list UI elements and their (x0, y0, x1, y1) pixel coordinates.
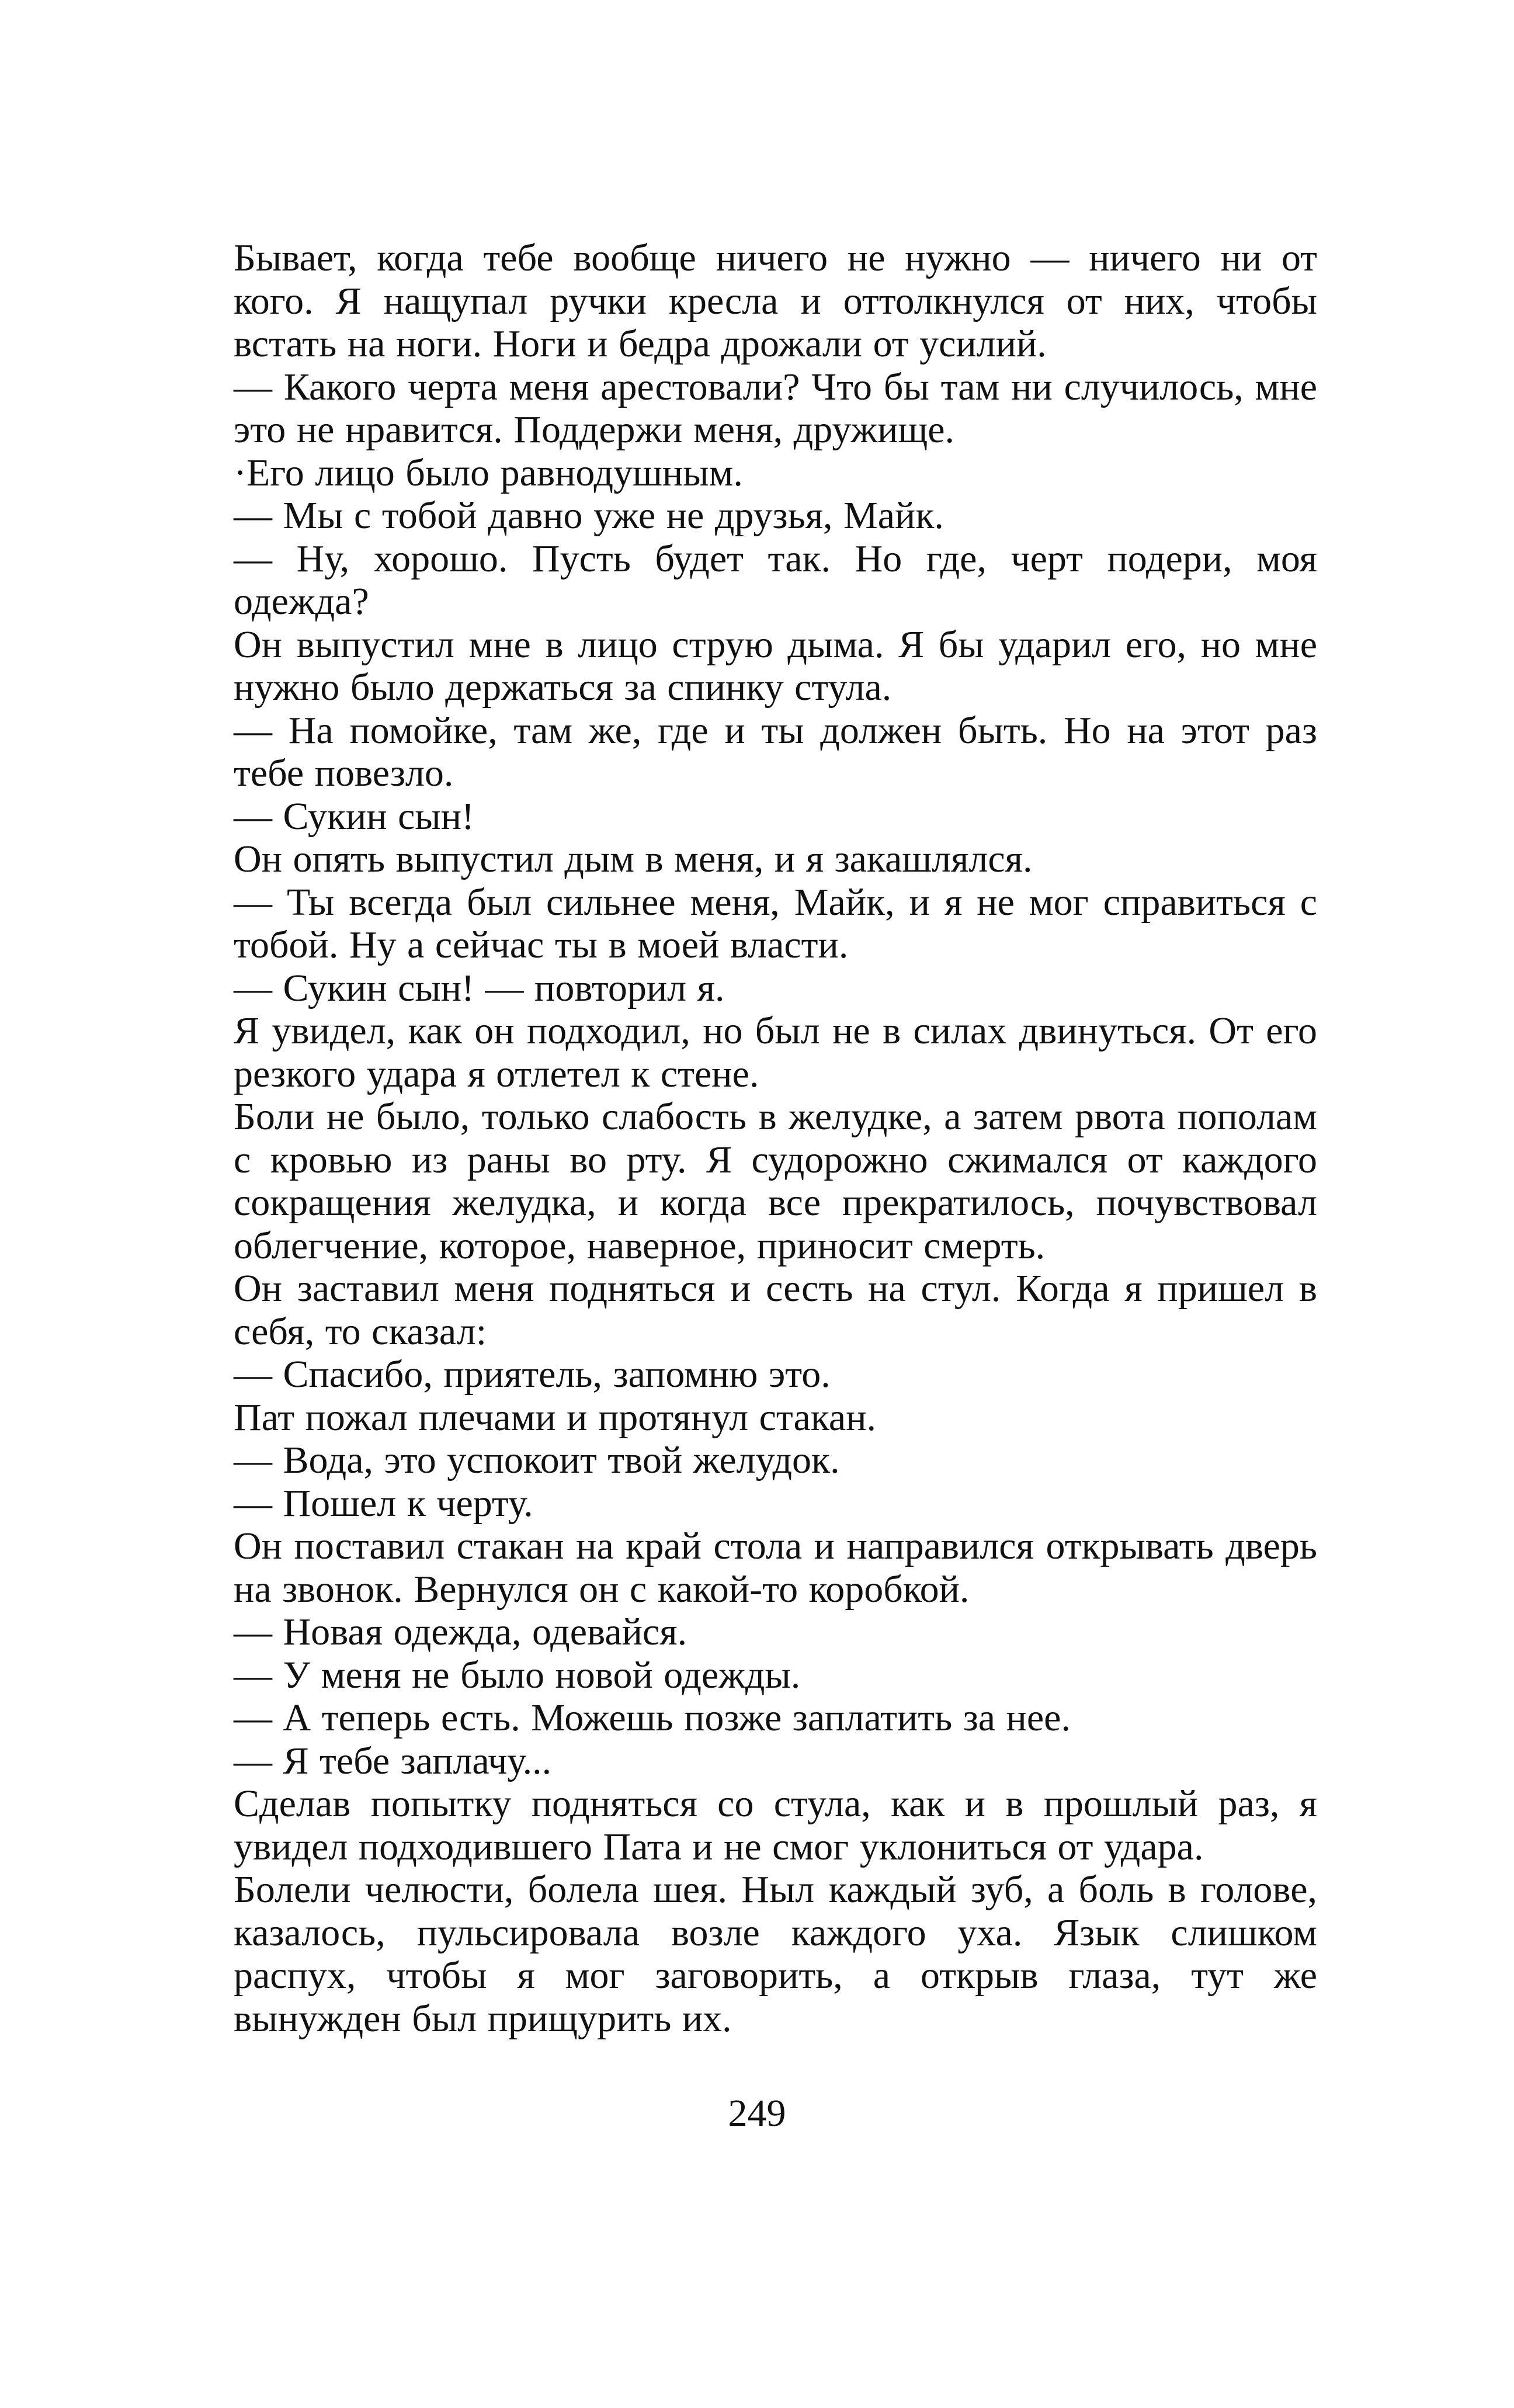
paragraph: — Мы с тобой давно уже не друзья, Майк. (234, 494, 944, 537)
paragraph: Боли не было, только слабость в желудке, а затем рвота пополам с кровью из раны во рту. Я судорожно сжимался от каждого сокращения желудка, и когда все прекратилось, почувствовал облегчение, которое, наверное, приносит смерть. (234, 1095, 1317, 1267)
paragraph: Он опять выпустил дым в меня, и я закашлялся. (234, 838, 1033, 880)
paragraph: — Пошел к черту. (234, 1481, 533, 1525)
paragraph: — А теперь есть. Можешь позже заплатить за нее. (234, 1696, 1071, 1739)
paragraph: Болели челюсти, болела шея. Ныл каждый зуб, а боль в голове, казалось, пульсировала возле каждого уха. Язык слишком распух, чтобы я мог заговорить, а открыв глаза, тут же вынужден был прищурить их. (234, 1868, 1317, 2040)
paragraph: — На помойке, там же, где и ты должен быть. Но на этот раз тебе повезло. (234, 709, 1317, 794)
paragraph: — Спасибо, приятель, запомню это. (234, 1353, 831, 1396)
paragraph: Он поставил стакан на край стола и направился открывать дверь на звонок. Вернулся он с какой-то коробкой. (234, 1525, 1317, 1611)
page-body (234, 237, 1317, 2040)
paragraph: — У меня не было новой одежды. (234, 1653, 801, 1696)
paragraph: — Я тебе заплачу... (234, 1739, 552, 1782)
paragraph: — Ты всегда был сильнее меня, Майк, и я не мог справиться с тобой. Ну а сейчас ты в моей власти. (234, 880, 1317, 966)
paragraph: — Вода, это успокоит твой желудок. (234, 1439, 840, 1481)
page-number: 249 (728, 2092, 786, 2135)
paragraph: Он заставил меня подняться и сесть на стул. Когда я пришел в себя, то сказал: (234, 1267, 1317, 1353)
paragraph: Он выпустил мне в лицо струю дыма. Я бы ударил его, но мне нужно было держаться за спинку стула. (234, 623, 1317, 709)
paragraph: Сделав попытку подняться со стула, как и в прошлый раз, я увидел подходившего Пата и не смог уклониться от удара. (234, 1782, 1317, 1868)
paragraph: Бывает, когда тебе вообще ничего не нужно — ничего ни от кого. Я нащупал ручки кресла и оттолкнулся от них, чтобы встать на ноги. Ноги и бедра дрожали от усилий. (234, 237, 1317, 365)
paragraph: — Какого черта меня арестовали? Что бы там ни случилось, мне это не нравится. Поддержи меня, дружище. (234, 365, 1317, 451)
paragraph: — Новая одежда, одевайся. (234, 1611, 687, 1653)
paragraph: Я увидел, как он подходил, но был не в силах двинуться. От его резкого удара я отлетел к стене. (234, 1009, 1317, 1095)
paragraph: Пат пожал плечами и протянул стакан. (234, 1396, 877, 1439)
paragraph: — Ну, хорошо. Пусть будет так. Но где, черт подери, моя одежда? (234, 537, 1317, 623)
paragraph: ·Его лицо было равнодушным. (234, 451, 743, 494)
paragraph: — Сукин сын! — повторил я. (234, 966, 725, 1009)
paragraph: — Сукин сын! (234, 794, 475, 838)
